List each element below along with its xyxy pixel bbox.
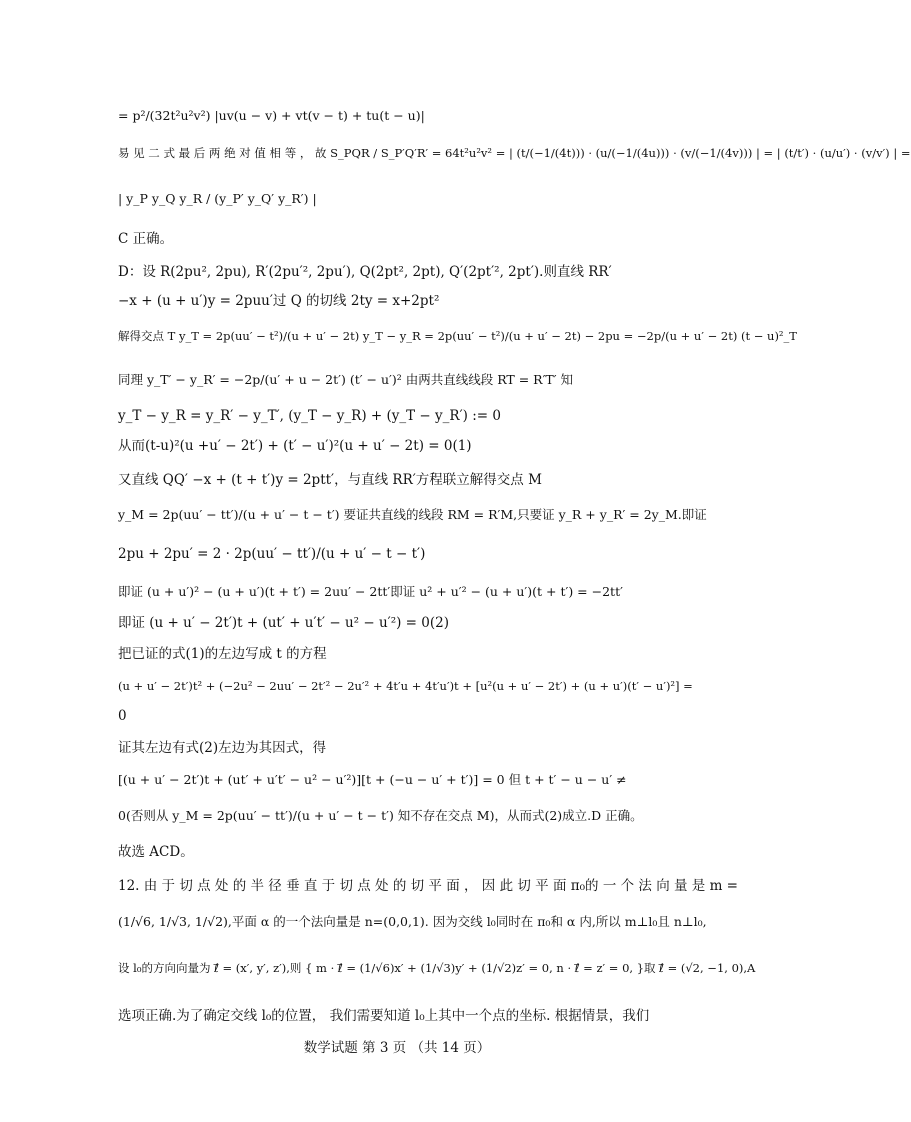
- line-10: 从而(t-u)²(u +u′ − 2t′) + (t′ − u′)²(u + u′ − 2t) = 0(1): [118, 438, 472, 454]
- line-9: y_T − y_R = y_R′ − y_T′, (y_T − y_R) + (y_T − y_R′) := 0: [118, 408, 501, 424]
- page-footer: 数学试题 第 3 页 （共 14 页）: [303, 1040, 491, 1056]
- line-16: 把已证的式(1)的左边写成 t 的方程: [118, 646, 327, 662]
- line-14: 即证 (u + u′)² − (u + u′)(t + t′) = 2uu′ − 2tt′即证 u² + u′² − (u + u′)(t + t′) = −2tt′: [118, 584, 623, 599]
- line-13: 2pu + 2pu′ = 2 · 2p(uu′ − tt′)/(u + u′ − t − t′): [118, 546, 426, 562]
- line-4: C 正确。: [118, 231, 174, 247]
- line-22: 故选 ACD。: [118, 844, 194, 860]
- line-7: 解得交点 T y_T = 2p(uu′ − t²)/(u + u′ − 2t) y_T − y_R = 2p(uu′ − t²)/(u + u′ − 2t) − 2pu = −2p/(u + u′ − 2t) (t − u)²_T: [118, 329, 797, 343]
- line-26: 选项正确.为了确定交线 l₀的位置， 我们需要知道 l₀上其中一个点的坐标. 根据情景，我们: [118, 1008, 650, 1024]
- line-12: y_M = 2p(uu′ − tt′)/(u + u′ − t − t′) 要证共直线的线段 RM = R′M,只要证 y_R + y_R′ = 2y_M.即证: [118, 507, 707, 522]
- line-20: [(u + u′ − 2t′)t + (ut′ + u′t′ − u² − u′²)][t + (−u − u′ + t′)] = 0 但 t + t′ − u − u′ ≠: [118, 772, 627, 787]
- line-5: D：设 R(2pu², 2pu), R′(2pu′², 2pu′), Q(2pt², 2pt), Q′(2pt′², 2pt′).则直线 RR′: [118, 264, 612, 280]
- line-8: 同理 y_T′ − y_R′ = −2p/(u′ + u − 2t′) (t′ − u′)² 由两共直线线段 RT = R′T′ 知: [118, 372, 574, 387]
- line-1: = p²/(32t²u²v²) |uv(u − v) + vt(v − t) + tu(t − u)|: [118, 108, 425, 123]
- line-18: 0: [118, 708, 127, 724]
- line-3: | y_P y_Q y_R / (y_P′ y_Q′ y_R′) |: [118, 191, 317, 206]
- line-17: (u + u′ − 2t′)t² + (−2u² − 2uu′ − 2t′² − 2u′² + 4t′u + 4t′u′)t + [u²(u + u′ − 2t′) + (u + u′)(t′ − u′)²] =: [118, 679, 693, 693]
- line-21: 0(否则从 y_M = 2p(uu′ − tt′)/(u + u′ − t − t′) 知不存在交点 M)，从而式(2)成立.D 正确。: [118, 808, 643, 823]
- line-24: (1/√6, 1/√3, 1/√2),平面 α 的一个法向量是 n=(0,0,1). 因为交线 l₀同时在 π₀和 α 内,所以 m⊥l₀且 n⊥l₀,: [118, 914, 707, 929]
- line-2: 易 见 二 式 最 后 两 绝 对 值 相 等 ， 故 S_PQR / S_P′Q′R′ = 64t²u²v² = | (t/(−1/(4t))) · (u/(−1/(4u))) · (v/(−1/(4v))) | = | (t/t′) · (u/u′) · (v/v′) | =: [118, 146, 911, 160]
- line-6: −x + (u + u′)y = 2puu′过 Q 的切线 2ty = x+2pt²: [118, 293, 440, 309]
- line-23: 12. 由 于 切 点 处 的 半 径 垂 直 于 切 点 处 的 切 平 面 ， 因 此 切 平 面 π₀的 一 个 法 向 量 是 m =: [118, 878, 738, 894]
- line-19: 证其左边有式(2)左边为其因式，得: [118, 740, 327, 756]
- line-25: 设 l₀的方向向量为 ℓ⃗ = (x′, y′, z′),则 { m · ℓ⃗ = (1/√6)x′ + (1/√3)y′ + (1/√2)z′ = 0, n · ℓ⃗ = z′ = 0, }取 ℓ⃗ = (√2, −1, 0),A: [118, 961, 756, 975]
- line-11: 又直线 QQ′ −x + (t + t′)y = 2ptt′，与直线 RR′方程联立解得交点 M: [118, 472, 542, 488]
- line-15: 即证 (u + u′ − 2t′)t + (ut′ + u′t′ − u² − u′²) = 0(2): [118, 615, 450, 631]
